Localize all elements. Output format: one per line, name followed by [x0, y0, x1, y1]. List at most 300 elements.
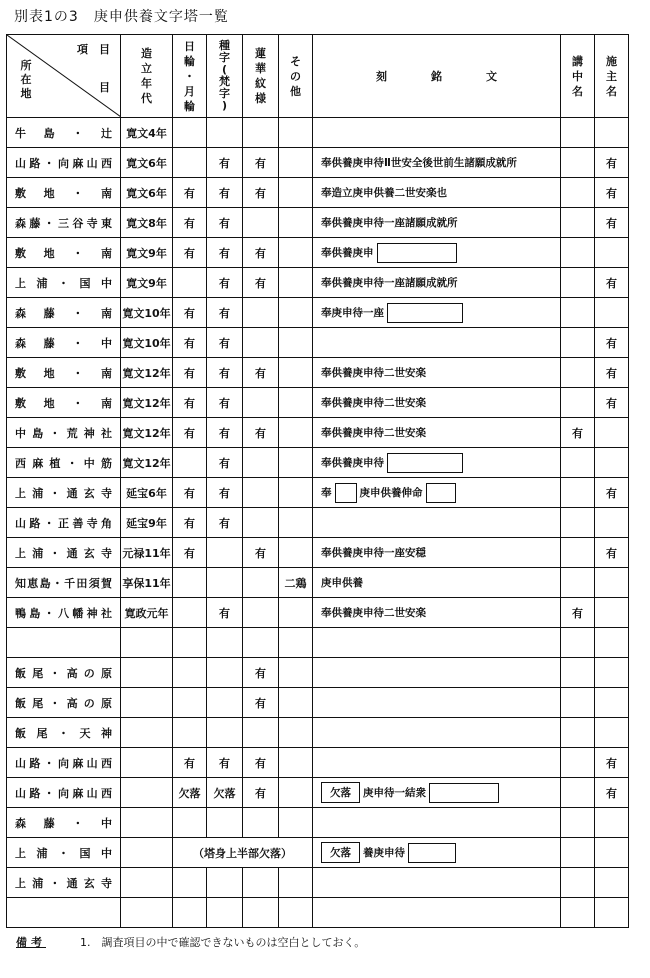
sesshu-cell: 有 — [595, 388, 629, 418]
location-cell: 森藤・中 — [7, 808, 121, 838]
era-cell — [121, 628, 173, 658]
bonji-cell: 有 — [207, 208, 243, 238]
other-cell — [279, 118, 313, 148]
sun-moon-cell: 有 — [173, 388, 207, 418]
inscription-text: 奉供養庚申待二世安楽 — [321, 607, 426, 619]
kochu-cell — [561, 268, 595, 298]
other-cell — [279, 478, 313, 508]
lotus-cell — [243, 868, 279, 898]
sesshu-cell — [595, 718, 629, 748]
inscription-text: 奉供養庚申待二世安楽 — [321, 397, 426, 409]
era-cell: 寛文6年 — [121, 178, 173, 208]
era-cell: 寛文9年 — [121, 268, 173, 298]
bonji-cell: 有 — [207, 418, 243, 448]
inscription-cell — [313, 658, 561, 688]
sun-moon-cell — [173, 118, 207, 148]
lotus-cell — [243, 598, 279, 628]
table-row — [7, 628, 629, 658]
inscription-cell — [313, 478, 561, 508]
sesshu-cell — [595, 808, 629, 838]
sun-moon-cell: 有 — [173, 328, 207, 358]
era-cell: 寛文4年 — [121, 118, 173, 148]
inscription-text: 奉供養庚申待一座諸願成就所 — [321, 277, 458, 289]
header-item: 項 目 — [77, 43, 110, 56]
notes-section — [6, 922, 642, 972]
bonji-cell: 有 — [207, 268, 243, 298]
lotus-cell — [243, 718, 279, 748]
sun-moon-cell: 有 — [173, 748, 207, 778]
location-cell — [7, 628, 121, 658]
other-cell — [279, 358, 313, 388]
sun-moon-cell — [173, 868, 207, 898]
location-cell: 山路・向麻山西 — [7, 148, 121, 178]
table-row — [7, 448, 629, 478]
location-cell: 山路・向麻山西 — [7, 748, 121, 778]
kochu-cell — [561, 208, 595, 238]
kochu-cell — [561, 388, 595, 418]
bonji-cell: 有 — [207, 748, 243, 778]
header-inscription: 刻 銘 文 — [313, 35, 561, 118]
lotus-cell: 有 — [243, 778, 279, 808]
location-cell: 敷地・南 — [7, 178, 121, 208]
damaged-box — [335, 483, 357, 503]
sesshu-cell — [595, 568, 629, 598]
lotus-cell — [243, 448, 279, 478]
sun-moon-cell: 欠落 — [173, 778, 207, 808]
inscription-cell — [313, 748, 561, 778]
header-sun-moon: 日 輪 ・ 月 輪 — [173, 35, 207, 118]
sesshu-cell — [595, 868, 629, 898]
era-cell — [121, 778, 173, 808]
header-lotus: 蓮 華 紋 様 — [243, 35, 279, 118]
location-cell: 森藤・南 — [7, 298, 121, 328]
damaged-box — [426, 483, 456, 503]
other-cell — [279, 538, 313, 568]
inscription-cell — [313, 808, 561, 838]
era-cell: 寛文10年 — [121, 328, 173, 358]
lotus-cell — [243, 478, 279, 508]
other-cell — [279, 448, 313, 478]
other-cell: 二鶏 — [279, 568, 313, 598]
table-row — [7, 718, 629, 748]
table-row — [7, 328, 629, 358]
table-row — [7, 688, 629, 718]
kochu-cell — [561, 448, 595, 478]
era-cell: 延宝6年 — [121, 478, 173, 508]
table-row — [7, 778, 629, 808]
lotus-cell: 有 — [243, 148, 279, 178]
sun-moon-cell — [173, 718, 207, 748]
lotus-cell — [243, 508, 279, 538]
sesshu-cell: 有 — [595, 328, 629, 358]
table-row — [7, 418, 629, 448]
bonji-cell: 有 — [207, 448, 243, 478]
kochu-cell — [561, 508, 595, 538]
lotus-cell: 有 — [243, 688, 279, 718]
inscription-cell — [313, 298, 561, 328]
missing-label: 欠落 — [321, 842, 360, 863]
other-cell — [279, 718, 313, 748]
bonji-cell — [207, 538, 243, 568]
other-cell — [279, 298, 313, 328]
inscription-text: 奉供養庚申待二世安楽 — [321, 367, 426, 379]
kochu-cell — [561, 298, 595, 328]
inscription-cell — [313, 838, 561, 868]
other-cell — [279, 388, 313, 418]
inscription-cell — [313, 538, 561, 568]
era-cell: 寛文10年 — [121, 298, 173, 328]
inscription-text: 庚申供養 — [321, 577, 363, 589]
table-row — [7, 808, 629, 838]
bonji-cell: 有 — [207, 178, 243, 208]
table-row — [7, 178, 629, 208]
sun-moon-cell — [173, 568, 207, 598]
damaged-box — [408, 843, 456, 863]
other-cell — [279, 238, 313, 268]
era-cell: 元禄11年 — [121, 538, 173, 568]
inscription-text: 奉供養庚申待二世安楽 — [321, 427, 426, 439]
location-cell: 森藤・三谷寺東 — [7, 208, 121, 238]
header-bonji: 種 字 ( 梵 字 ) — [207, 35, 243, 118]
table-row — [7, 838, 629, 868]
sesshu-cell — [595, 508, 629, 538]
other-cell — [279, 628, 313, 658]
sesshu-cell: 有 — [595, 478, 629, 508]
inscription-cell — [313, 238, 561, 268]
kochu-cell — [561, 178, 595, 208]
era-cell: 延宝9年 — [121, 508, 173, 538]
bonji-cell — [207, 568, 243, 598]
header-eye: 目 — [99, 81, 110, 94]
kochu-cell: 有 — [561, 418, 595, 448]
sun-moon-cell: 有 — [173, 478, 207, 508]
bonji-cell — [207, 628, 243, 658]
notes-text: 1. 調査項目の中で確認できないものは空白としておく。 — [80, 936, 366, 949]
sun-moon-cell — [173, 658, 207, 688]
notes-label: 備考 — [16, 936, 46, 949]
era-cell: 寛文12年 — [121, 358, 173, 388]
table-row — [7, 568, 629, 598]
inscription-text: 奉庚申待一座 — [321, 307, 384, 319]
bonji-cell — [207, 118, 243, 148]
other-cell — [279, 808, 313, 838]
lotus-cell: 有 — [243, 538, 279, 568]
kochu-cell — [561, 838, 595, 868]
lotus-cell — [243, 208, 279, 238]
missing-label: 欠落 — [321, 782, 360, 803]
inscription-text: 奉供養庚申待 — [321, 457, 384, 469]
table-row — [7, 238, 629, 268]
location-cell: 上浦・国中 — [7, 268, 121, 298]
kochu-cell — [561, 538, 595, 568]
inscription-cell — [313, 508, 561, 538]
kochu-cell — [561, 478, 595, 508]
damaged-box — [377, 243, 457, 263]
inscription-cell — [313, 448, 561, 478]
lotus-cell — [243, 568, 279, 598]
other-cell — [279, 328, 313, 358]
bonji-cell: 有 — [207, 328, 243, 358]
other-cell — [279, 418, 313, 448]
table-row — [7, 388, 629, 418]
sun-moon-cell: 有 — [173, 538, 207, 568]
inscription-cell — [313, 328, 561, 358]
inscription-cell — [313, 688, 561, 718]
inscription-cell — [313, 268, 561, 298]
era-cell: 寛文12年 — [121, 448, 173, 478]
lotus-cell: 有 — [243, 268, 279, 298]
kochu-cell — [561, 238, 595, 268]
kochu-cell — [561, 568, 595, 598]
era-cell — [121, 808, 173, 838]
table-row — [7, 298, 629, 328]
location-cell: 飯尾・高の原 — [7, 658, 121, 688]
location-cell: 山路・正善寺角 — [7, 508, 121, 538]
era-cell: 寛政元年 — [121, 598, 173, 628]
sun-moon-cell — [173, 268, 207, 298]
inscription-text: 奉造立庚申供養二世安楽也 — [321, 187, 447, 199]
other-cell — [279, 748, 313, 778]
sesshu-cell — [595, 298, 629, 328]
inscription-cell — [313, 598, 561, 628]
inscription-text: 養庚申待 — [363, 847, 405, 859]
lotus-cell — [243, 628, 279, 658]
sesshu-cell — [595, 838, 629, 868]
lotus-cell — [243, 388, 279, 418]
era-cell — [121, 838, 173, 868]
sesshu-cell: 有 — [595, 778, 629, 808]
other-cell — [279, 178, 313, 208]
sesshu-cell — [595, 598, 629, 628]
era-cell: 寛文6年 — [121, 148, 173, 178]
header-row — [7, 35, 629, 118]
sun-moon-cell: 有 — [173, 178, 207, 208]
sun-moon-cell — [173, 148, 207, 178]
bonji-cell — [207, 718, 243, 748]
inscription-cell — [313, 778, 561, 808]
header-era: 造 立 年 代 — [121, 35, 173, 118]
location-cell: 牛島・辻 — [7, 118, 121, 148]
inscription-text: 奉供養庚申待Ⅱ世安全後世前生諸願成就所 — [321, 157, 517, 169]
kochu-cell — [561, 358, 595, 388]
bonji-cell: 欠落 — [207, 778, 243, 808]
location-cell: 鴨島・八幡神社 — [7, 598, 121, 628]
lotus-cell — [243, 328, 279, 358]
inscription-text: 奉供養庚申 — [321, 247, 374, 259]
header-kochu: 講 中 名 — [561, 35, 595, 118]
sesshu-cell: 有 — [595, 208, 629, 238]
inscription-cell — [313, 568, 561, 598]
bonji-cell: 有 — [207, 148, 243, 178]
location-cell: 知恵島・千田須賀 — [7, 568, 121, 598]
missing-note-cell: （塔身上半部欠落） — [173, 838, 313, 868]
table-row — [7, 118, 629, 148]
sun-moon-cell — [173, 628, 207, 658]
header-other: そ の 他 — [279, 35, 313, 118]
inscription-cell — [313, 628, 561, 658]
inscription-cell — [313, 868, 561, 898]
lotus-cell: 有 — [243, 238, 279, 268]
damaged-box — [429, 783, 499, 803]
kochu-cell — [561, 118, 595, 148]
sun-moon-cell: 有 — [173, 208, 207, 238]
location-cell: 上浦・通玄寺 — [7, 868, 121, 898]
header-location: 所 在 地 — [20, 59, 32, 100]
table-row — [7, 868, 629, 898]
other-cell — [279, 658, 313, 688]
table-row — [7, 538, 629, 568]
era-cell — [121, 868, 173, 898]
location-cell: 上浦・通玄寺 — [7, 478, 121, 508]
era-cell: 寛文12年 — [121, 388, 173, 418]
era-cell — [121, 748, 173, 778]
era-cell: 寛文12年 — [121, 418, 173, 448]
bonji-cell: 有 — [207, 598, 243, 628]
location-cell: 飯尾・天神 — [7, 718, 121, 748]
location-cell: 飯尾・高の原 — [7, 688, 121, 718]
inscription-cell — [313, 208, 561, 238]
damaged-box — [387, 453, 463, 473]
kochu-cell — [561, 778, 595, 808]
kochu-cell — [561, 658, 595, 688]
kochu-cell — [561, 748, 595, 778]
sesshu-cell: 有 — [595, 748, 629, 778]
table-row — [7, 598, 629, 628]
header-location-item — [7, 35, 121, 118]
location-cell: 敷地・南 — [7, 358, 121, 388]
damaged-box — [387, 303, 463, 323]
other-cell — [279, 508, 313, 538]
sun-moon-cell — [173, 598, 207, 628]
table-row — [7, 358, 629, 388]
other-cell — [279, 778, 313, 808]
lotus-cell: 有 — [243, 748, 279, 778]
table-row — [7, 148, 629, 178]
table-row — [7, 208, 629, 238]
inscription-cell — [313, 148, 561, 178]
bonji-cell: 有 — [207, 298, 243, 328]
sesshu-cell — [595, 628, 629, 658]
other-cell — [279, 268, 313, 298]
bonji-cell: 有 — [207, 388, 243, 418]
lotus-cell — [243, 298, 279, 328]
location-cell: 敷地・南 — [7, 238, 121, 268]
lotus-cell: 有 — [243, 658, 279, 688]
bonji-cell: 有 — [207, 238, 243, 268]
lotus-cell — [243, 118, 279, 148]
lotus-cell: 有 — [243, 178, 279, 208]
table-row — [7, 508, 629, 538]
era-cell: 享保11年 — [121, 568, 173, 598]
era-cell: 寛文8年 — [121, 208, 173, 238]
kochu-cell — [561, 688, 595, 718]
location-cell: 敷地・南 — [7, 388, 121, 418]
sesshu-cell: 有 — [595, 538, 629, 568]
lotus-cell: 有 — [243, 358, 279, 388]
era-cell — [121, 688, 173, 718]
header-sesshu: 施 主 名 — [595, 35, 629, 118]
sesshu-cell — [595, 118, 629, 148]
inscription-cell — [313, 178, 561, 208]
sesshu-cell: 有 — [595, 178, 629, 208]
other-cell — [279, 598, 313, 628]
sun-moon-cell: 有 — [173, 508, 207, 538]
sun-moon-cell: 有 — [173, 358, 207, 388]
table-row — [7, 658, 629, 688]
other-cell — [279, 688, 313, 718]
lotus-cell — [243, 808, 279, 838]
sesshu-cell — [595, 448, 629, 478]
sesshu-cell — [595, 688, 629, 718]
bonji-cell — [207, 688, 243, 718]
inscription-text: 庚申供養伸命 — [359, 487, 423, 499]
table-row — [7, 268, 629, 298]
era-cell — [121, 658, 173, 688]
other-cell — [279, 868, 313, 898]
inscription-cell — [313, 118, 561, 148]
sesshu-cell: 有 — [595, 268, 629, 298]
other-cell — [279, 208, 313, 238]
sun-moon-cell — [173, 448, 207, 478]
sesshu-cell: 有 — [595, 148, 629, 178]
kochu-cell — [561, 718, 595, 748]
bonji-cell: 有 — [207, 358, 243, 388]
table-row — [7, 748, 629, 778]
location-cell: 山路・向麻山西 — [7, 778, 121, 808]
location-cell: 西麻植・中筋 — [7, 448, 121, 478]
sesshu-cell: 有 — [595, 358, 629, 388]
location-cell: 上浦・国中 — [7, 838, 121, 868]
era-cell: 寛文9年 — [121, 238, 173, 268]
inscription-cell — [313, 718, 561, 748]
location-cell: 森藤・中 — [7, 328, 121, 358]
koshin-table — [6, 34, 629, 928]
sun-moon-cell: 有 — [173, 298, 207, 328]
kochu-cell: 有 — [561, 598, 595, 628]
bonji-cell — [207, 658, 243, 688]
bonji-cell: 有 — [207, 478, 243, 508]
sesshu-cell — [595, 418, 629, 448]
sun-moon-cell — [173, 808, 207, 838]
bonji-cell: 有 — [207, 508, 243, 538]
location-cell: 中島・荒神社 — [7, 418, 121, 448]
kochu-cell — [561, 328, 595, 358]
lotus-cell: 有 — [243, 418, 279, 448]
inscription-text: 奉供養庚申待一座安穏 — [321, 547, 426, 559]
kochu-cell — [561, 628, 595, 658]
page-title: 別表1の3 庚申供養文字塔一覧 — [14, 9, 229, 25]
kochu-cell — [561, 808, 595, 838]
era-cell — [121, 718, 173, 748]
table-row — [7, 478, 629, 508]
kochu-cell — [561, 868, 595, 898]
inscription-text: 庚申待一結衆 — [363, 787, 426, 799]
sun-moon-cell: 有 — [173, 238, 207, 268]
bonji-cell — [207, 808, 243, 838]
sun-moon-cell: 有 — [173, 418, 207, 448]
inscription-cell — [313, 418, 561, 448]
inscription-text: 奉供養庚申待一座諸願成就所 — [321, 217, 458, 229]
inscription-text: 奉 — [321, 487, 332, 499]
inscription-cell — [313, 388, 561, 418]
sun-moon-cell — [173, 688, 207, 718]
bonji-cell — [207, 868, 243, 898]
sesshu-cell — [595, 238, 629, 268]
location-cell: 上浦・通玄寺 — [7, 538, 121, 568]
other-cell — [279, 148, 313, 178]
inscription-cell — [313, 358, 561, 388]
kochu-cell — [561, 148, 595, 178]
